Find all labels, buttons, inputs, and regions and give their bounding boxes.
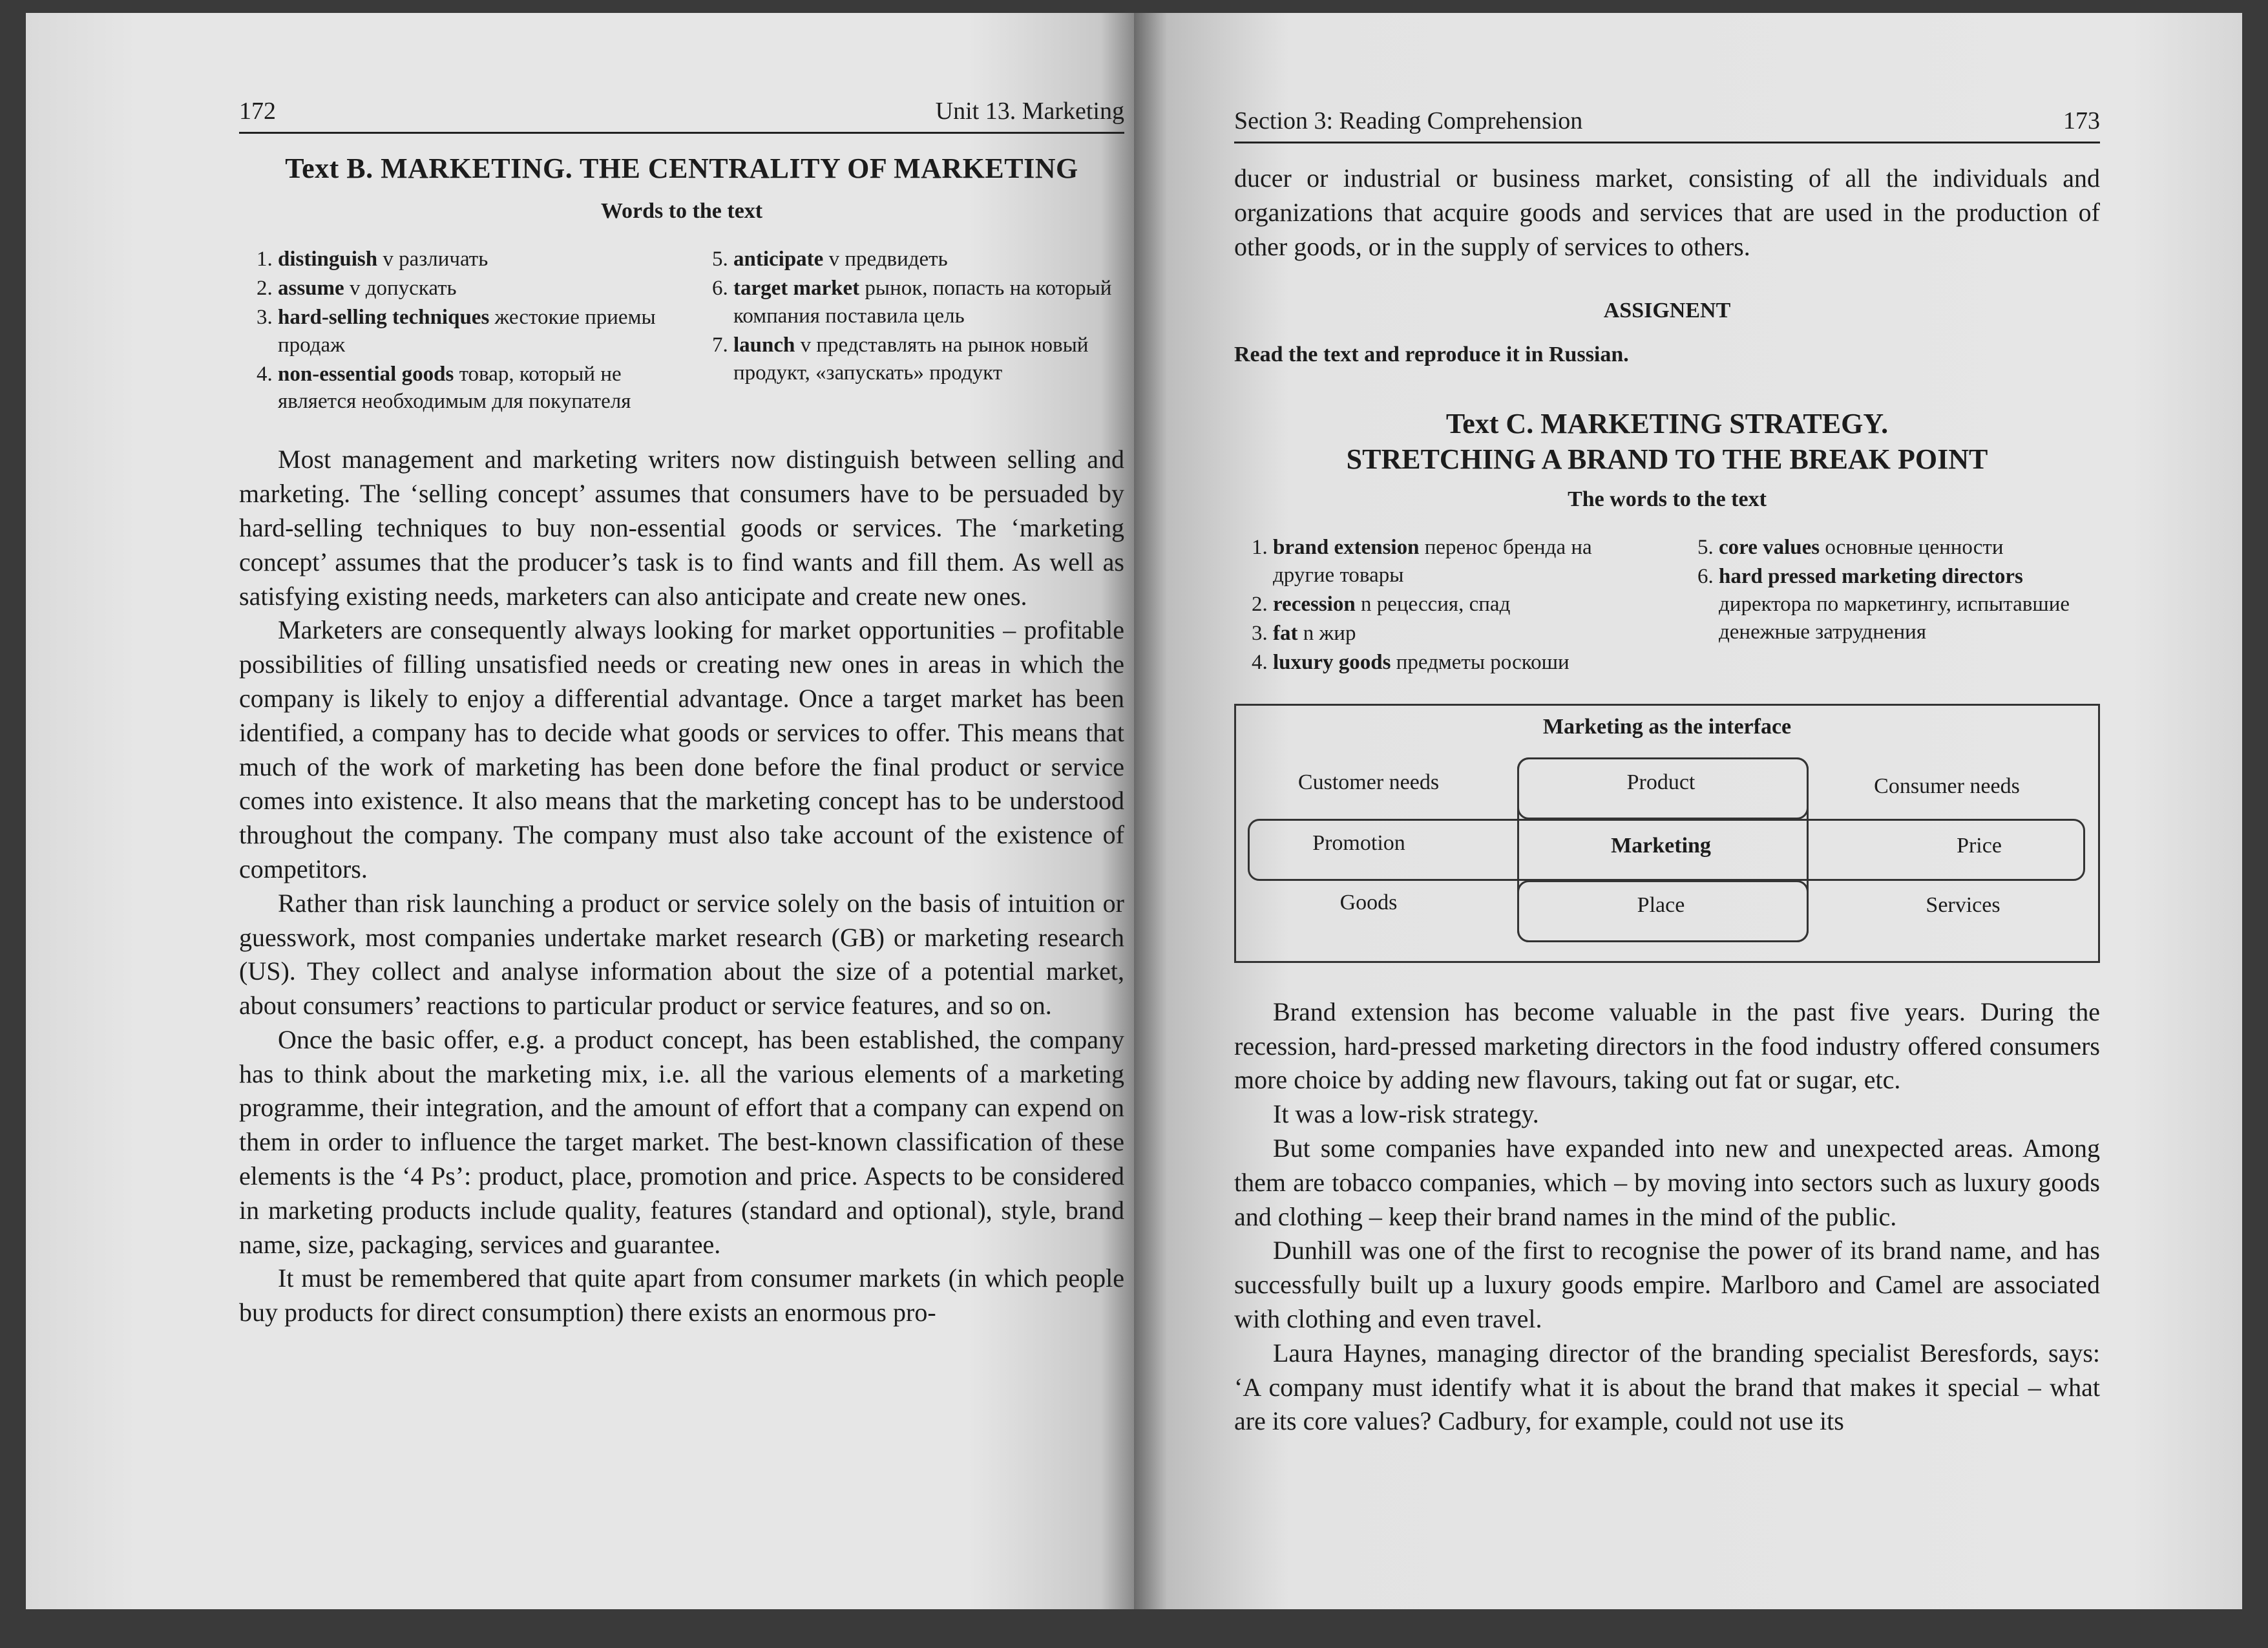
right-running-head-title: Section 3: Reading Comprehension: [1234, 107, 1583, 134]
vocab-item: 6. target market рынок, попасть на который компания поставила цель: [733, 275, 1124, 330]
vocab-item: 1. brand extension перенос бренда на другие товары: [1273, 534, 1654, 589]
left-page-number: 172: [239, 98, 276, 125]
place-label: Place: [1637, 893, 1685, 917]
vocab-item: 5. core values основные ценности: [1719, 534, 2100, 562]
vocab-item: 2. recession n рецессия, спад: [1273, 591, 1654, 618]
text-c-title-line-1: Text C. MARKETING STRATEGY.: [1445, 408, 1889, 440]
vocab-item: 4. non-essential goods товар, который не является необходимым для покупателя: [278, 361, 669, 416]
vocab-item: 3. hard-selling techniques жестокие приемы продаж: [278, 304, 669, 359]
paragraph: It must be remembered that quite apart from consumer markets (in which people buy products for direct consumption) there exists an enormous pro-: [239, 1263, 1124, 1327]
right-page-content: [1234, 107, 2100, 1439]
right-page: [1134, 13, 2242, 1609]
paragraph: Rather than risk launching a product or service solely on the basis of intuition or guesswork, most companies undertake market research (GB) or marketing research (US). They collect and analyse information about the size of a potential market, about consumers’ reactions to particular product or service features, and so on.: [239, 888, 1124, 1020]
product-label: Product: [1626, 770, 1696, 794]
vocab-item: 3. fat n жир: [1273, 620, 1654, 648]
left-words-title: Words to the text: [600, 199, 763, 223]
left-vocab-col-2: [695, 246, 1124, 417]
left-running-head: [239, 97, 1124, 134]
text-b-continuation: [1234, 162, 2100, 264]
marketing-label: Marketing: [1611, 833, 1711, 858]
paragraph: Laura Haynes, managing director of the branding specialist Beresfords, says: ‘A company must identify what it is about the brand that makes it special – what are its core values? Cadbury, for example, could not use its: [1234, 1338, 2100, 1436]
text-b-body: [239, 443, 1124, 1330]
paragraph: Once the basic offer, e.g. a product concept, has been established, the company has to think about the marketing mix, i.e. all the various elements of a marketing programme, their integration, and the amount of effort that a company can expend on them in order to influence the target market. The best-known classification of these elements is the ‘4 Ps’: product, place, promotion and price. Aspects to be considered in marketing products include quality, features (standard and optional), style, brand name, size, packaging, services and guarantee.: [239, 1024, 1124, 1259]
paragraph: Most management and marketing writers now distinguish between selling and marketing. The ‘selling concept’ assumes that consumers have to be persuaded by hard-selling techniques to buy non-essential goods or services. The ‘marketing concept’ assumes that the producer’s task is to find wants and fill them. As well as satisfying existing needs, marketers can also anticipate and create new ones.: [239, 445, 1124, 611]
left-vocab-col-1: [239, 246, 669, 417]
right-vocab-list: [1234, 534, 2100, 677]
text-b-title: Text B. MARKETING. THE CENTRALITY OF MARKETING: [285, 153, 1078, 184]
assignment-title: ASSIGNENT: [1603, 299, 1731, 323]
book-spread: [26, 13, 2242, 1609]
text-c-title: [1234, 406, 2100, 477]
vocab-item: 1. distinguish v различать: [278, 246, 669, 273]
paragraph: Marketers are consequently always looking for market opportunities – profitable possibilities of filling unsatisfied needs or creating new ones in areas in which the company is likely to enjoy a differential advantage. Once a target market has been identified, a company has to decide what goods or services to offer. This means that much of the work of marketing has been done before the final product or service comes into existence. It also means that the marketing concept has to be understood throughout the company. The company must also take account of the existence of competitors.: [239, 615, 1124, 883]
paragraph: ducer or industrial or business market, consisting of all the individuals and organizations that acquire goods and services that are used in the production of other goods, or in the supply of services to others.: [1234, 164, 2100, 261]
vocab-item: 6. hard pressed marketing directors директора по маркетингу, испытавшие денежные затруднения: [1719, 563, 2100, 646]
right-running-head: [1234, 107, 2100, 143]
vocab-item: 4. luxury goods предметы роскоши: [1273, 649, 1654, 677]
marketing-interface-diagram: [1234, 704, 2100, 963]
left-vocab-list: [239, 246, 1124, 417]
paragraph: It was a low-risk strategy.: [1273, 1099, 1539, 1129]
paragraph: Dunhill was one of the first to recognise the power of its brand name, and has successfully built up a luxury goods empire. Marlboro and Camel are associated with clothing and even travel.: [1234, 1236, 2100, 1334]
vocab-item: 2. assume v допускать: [278, 275, 669, 302]
right-vocab-col-2: [1680, 534, 2100, 677]
right-words-title: The words to the text: [1568, 487, 1767, 512]
text-c-title-line-2: STRETCHING A BRAND TO THE BREAK POINT: [1346, 443, 1988, 476]
diagram-title: Marketing as the interface: [1542, 714, 1792, 739]
goods-label: Goods: [1339, 890, 1398, 914]
vocab-item: 5. anticipate v предвидеть: [733, 246, 1124, 273]
right-vocab-col-1: [1234, 534, 1654, 677]
services-label: Services: [1926, 893, 2000, 917]
paragraph: But some companies have expanded into new and unexpected areas. Among them are tobacco companies, which – by moving into sectors such as luxury goods and clothing – keep their brand names in the mind of the public.: [1234, 1134, 2100, 1231]
price-label: Price: [1957, 833, 2002, 858]
left-page: [26, 13, 1134, 1609]
paragraph: Brand extension has become valuable in the past five years. During the recession, hard-pressed marketing directors in the food industry offered consumers more choice by adding new flavours, taking out fat or sugar, etc.: [1234, 997, 2100, 1095]
text-c-body: [1234, 995, 2100, 1439]
left-page-content: [239, 97, 1124, 1330]
vocab-item: 7. launch v представлять на рынок новый продукт, «запускать» продукт: [733, 332, 1124, 387]
assignment-text: Read the text and reproduce it in Russian.: [1234, 343, 1629, 367]
consumer-needs-label: Consumer needs: [1874, 774, 2020, 798]
left-running-head-title: Unit 13. Marketing: [935, 98, 1124, 125]
right-page-number: 173: [2063, 107, 2100, 134]
promotion-label: Promotion: [1312, 830, 1405, 855]
customer-needs-label: Customer needs: [1297, 770, 1440, 794]
